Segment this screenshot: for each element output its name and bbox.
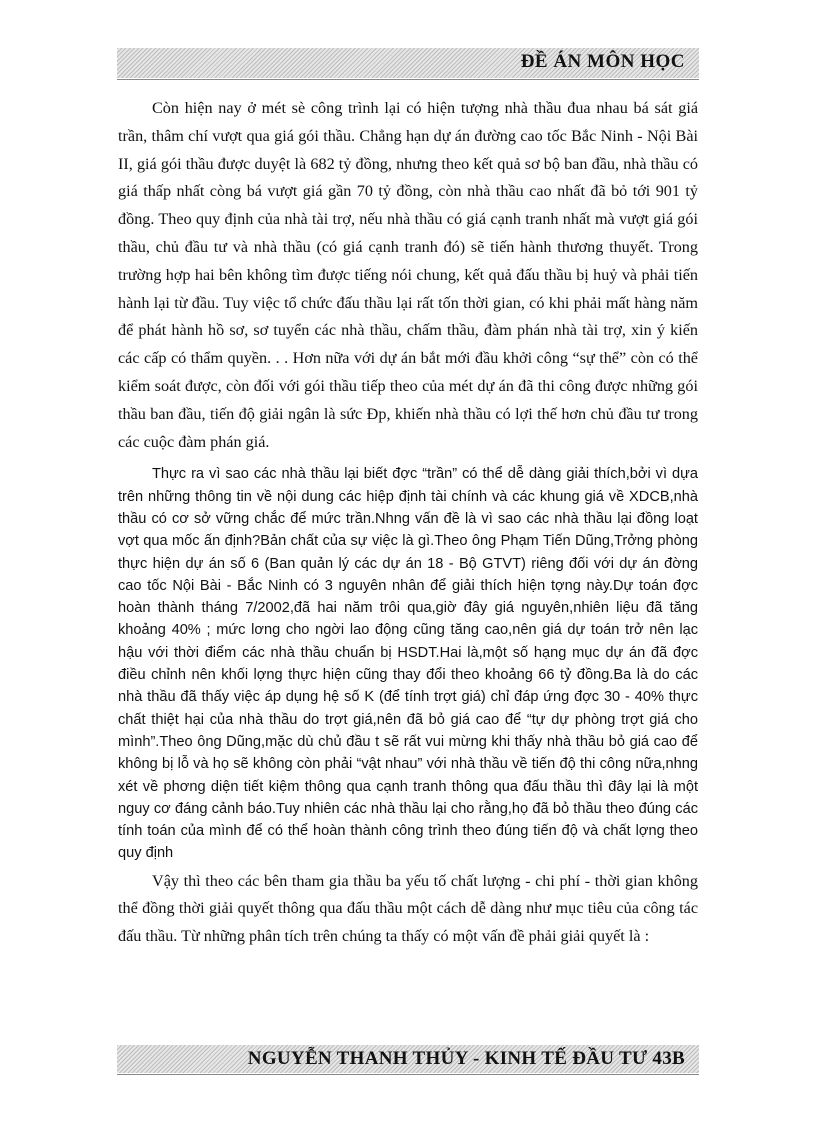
header-title: ĐỀ ÁN MÔN HỌC — [520, 51, 685, 72]
footer-bar — [117, 1045, 699, 1073]
footer-title: NGUYỄN THANH THỦY - KINH TẾ ĐẦU TƯ 43B — [247, 1048, 685, 1069]
document-body — [118, 95, 698, 950]
paragraph-3: Vậy thì theo các bên tham gia thầu ba yếu tố chất lượng - chi phí - thời gian không thể đồng thời giải quyết thông qua đấu thầu một cách dễ dàng như mục tiêu của công tác đấu thầu. Từ những phân tích trên chúng ta thấy có một vấn đề phải giải quyết là : — [118, 871, 698, 945]
header-rule — [117, 79, 699, 80]
paragraph-2: Thực ra vì sao các nhà thầu lại biết đợc “trần” có thể dễ dàng giải thích,bởi vì dựa trên những thông tin về nội dung các hiệp định tài chính và các khung giá về XDCB,nhà thầu có cơ sở vững chắc để mức trần.Nhng vấn đề là vì sao các nhà thầu lại đồng loạt vợt qua mốc ấn định?Bản chất của sự việc là gì.Theo ông Phạm Tiến Dũng,Trởng phòng thực hiện dự án số 6 (Ban quản lý các dự án 18 - Bộ GTVT) riêng đối với dự án đờng cao tốc Nội Bài - Bắc Ninh có 3 nguyên nhân để giải thích hiện tợng này.Dự toán đợc hoàn thành tháng 7/2002,đã hai năm trôi qua,giờ đây giá nguyên,nhiên liệu đã tăng khoảng 40% ; mức lơng cho ngời lao động cũng tăng cao,nên giá dự toán trở nên lạc hậu với thời điểm các nhà thầu chuẩn bị HSDT.Hai là,một số hạng mục dự án đã đợc điều chỉnh nên khối lợng thực hiện cũng thay đổi theo khoảng 66 tỷ đồng.Ba là do các nhà thầu đã thấy việc áp dụng hệ số K (để tính trợt giá) chỉ đáp ứng đợc 30 - 40% thực chất thiệt hại của nhà thầu do trợt giá,nên đã bỏ giá cao để “tự dự phòng trợt giá cho mình”.Theo ông Dũng,mặc dù chủ đầu t sẽ rất vui mừng khi thấy nhà thầu bỏ giá cao để không bị lỗ và họ sẽ không còn phải “vật nhau” với nhà thầu về tiến độ thi công nữa,nhng xét về phơng diện tiết kiệm thông qua cạnh tranh thông qua đấu thầu thì đây lại là một nguy cơ đáng cảnh báo.Tuy nhiên các nhà thầu lại cho rằng,họ đã bỏ thầu theo đúng các tính toán của mình để có thể hoàn thành công trình theo đúng tiến độ và chất lợng theo quy định — [118, 466, 698, 862]
footer-rule — [117, 1074, 699, 1075]
paragraph-1: Còn hiện nay ở mét sè công trình lại có hiện tượng nhà thầu đua nhau bá sát giá trần, thâm chí vượt qua giá gói thầu. Chẳng hạn dự án đường cao tốc Bắc Ninh - Nội Bài II, giá gói thầu được duyệt là 682 tỷ đồng, nhưng theo kết quả sơ bộ ban đầu, nhà thầu có giá thấp nhất còng bá vượt giá gần 70 tỷ đồng, còn nhà thầu cao nhất đã bỏ tới 901 tỷ đồng. Theo quy định của nhà tài trợ, nếu nhà thầu có giá cạnh tranh nhất mà vượt giá gói thầu, chủ đầu tư và nhà thầu (có giá cạnh tranh đó) sẽ tiến hành thương thuyết. Trong trường hợp hai bên không tìm được tiếng nói chung, kết quả đấu thầu bị huỷ và phải tiến hành lại từ đầu. Tuy việc tổ chức đấu thầu lại rất tốn thời gian, có khi phải mất hàng năm để phát hành hồ sơ, sơ tuyển các nhà thầu, chấm thầu, đàm phán nhà tài trợ, xin ý kiến các cấp có thẩm quyền. . . Hơn nữa với dự án bắt mới đầu khởi công “sự thể” còn có thể kiểm soát được, còn đối với gói thầu tiếp theo của mét dự án đã thi công được những gói thầu ban đầu, tiến độ giải ngân là sức Ðp, khiến nhà thầu có lợi thế hơn chủ đầu tư trong các cuộc đàm phán giá. — [118, 99, 698, 451]
header-bar — [117, 48, 699, 78]
